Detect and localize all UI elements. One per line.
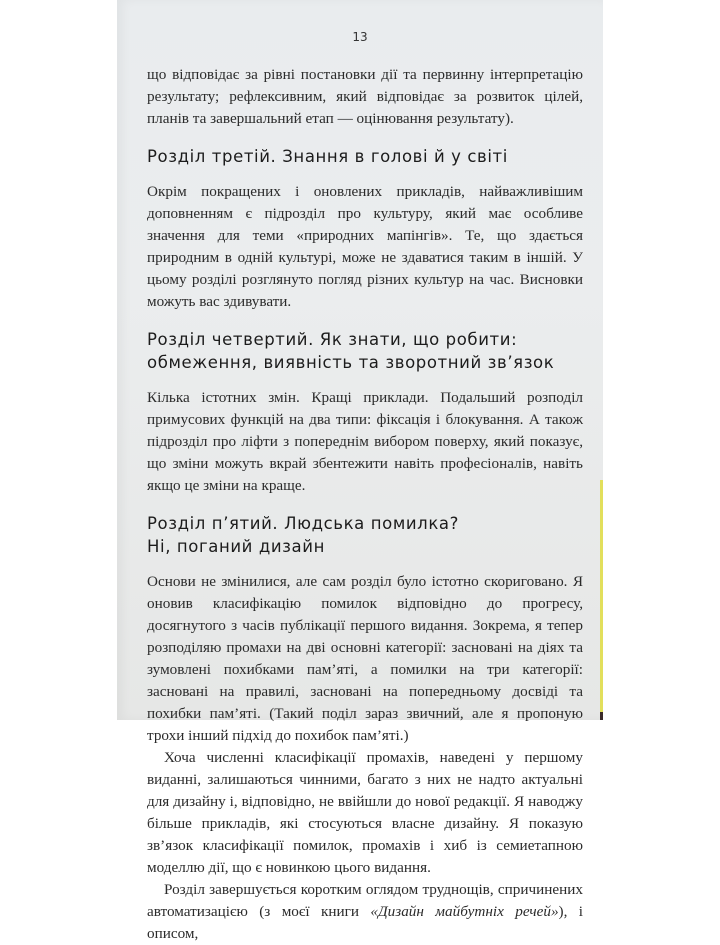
- book-title-italic: «Дизайн майбутніх речей»: [370, 903, 559, 920]
- chapter-5-paragraph-3: [147, 879, 583, 945]
- chapter-5-paragraph-2: Хоча численні класифікації промахів, наведені у першому виданні, залишаються чинними, багато з них не надто актуальні для дизайну і, відповідно, не ввійшли до нової редакції. Я наводжу більше прикладів, які стосуються власне дизайну. Я показую зв’язок класифікації помилок, промахів і хиб із семиетапною моделлю дії, що є новинкою цього видання.: [147, 749, 583, 876]
- intro-paragraph: що відповідає за рівні постановки дії та первинну інтерпретацію результату; рефлексивним, який відповідає за розвиток цілей, планів та завершальний етап — оцінювання результату).: [147, 66, 583, 127]
- text: ), і описом,: [147, 903, 584, 942]
- section-heading-chapter-5: [147, 512, 583, 558]
- section-heading-chapter-3: Розділ третій. Знання в голові й у світі: [147, 147, 508, 166]
- page-number: 13: [352, 30, 368, 44]
- section-heading-chapter-4: [147, 328, 583, 374]
- page-content: [147, 64, 583, 945]
- chapter-4-paragraph: Кілька істотних змін. Кращі приклади. Подальший розподіл примусових функцій на два типи: фіксація і блокування. А також підрозділ про ліфти з попереднім вибором поверху, який показує, що зміни можуть вкрай збентежити навіть професіоналів, навіть якщо це зміни на краще.: [147, 389, 583, 494]
- heading-line-2: Ні, поганий дизайн: [147, 537, 325, 556]
- text: Розділ завершується коротким оглядом труднощів, спричинених автоматизацією (з моєї книги: [147, 881, 583, 920]
- chapter-3-paragraph: Окрім покращених і оновлених прикладів, найважливішим доповненням є підрозділ про культуру, який має особливе значення для теми «природних мапінгів». Те, що здається природним в одній культурі, може не здаватися таким в іншій. У цьому розділі розглянуто погляд різних культур на час. Висновки можуть вас здивувати.: [147, 183, 583, 310]
- page-edge-shadow: [600, 712, 603, 720]
- heading-line-2: обмеження, виявність та зворотний зв’язок: [147, 353, 555, 372]
- heading-line-1: Розділ п’ятий. Людська помилка?: [147, 514, 459, 533]
- book-page: [117, 0, 603, 942]
- chapter-5-paragraph-1: Основи не змінилися, але сам розділ було істотно скориговано. Я оновив класифікацію помилок відповідно до прогресу, досягнутого з часів публікації першого видання. Зокрема, я тепер розподіляю промахи на дві основні категорії: засновані на діях та зумовлені похибками пам’яті, а помилки на три категорії: засновані на правилі, засновані на попередньому досвіді та похибки пам’яті. (Такий поділ зараз звичний, але я пропоную трохи інший підхід до похибок пам’яті.): [147, 573, 583, 744]
- heading-line-1: Розділ четвертий. Як знати, що робити:: [147, 330, 518, 349]
- page-edge-accent: [600, 480, 603, 716]
